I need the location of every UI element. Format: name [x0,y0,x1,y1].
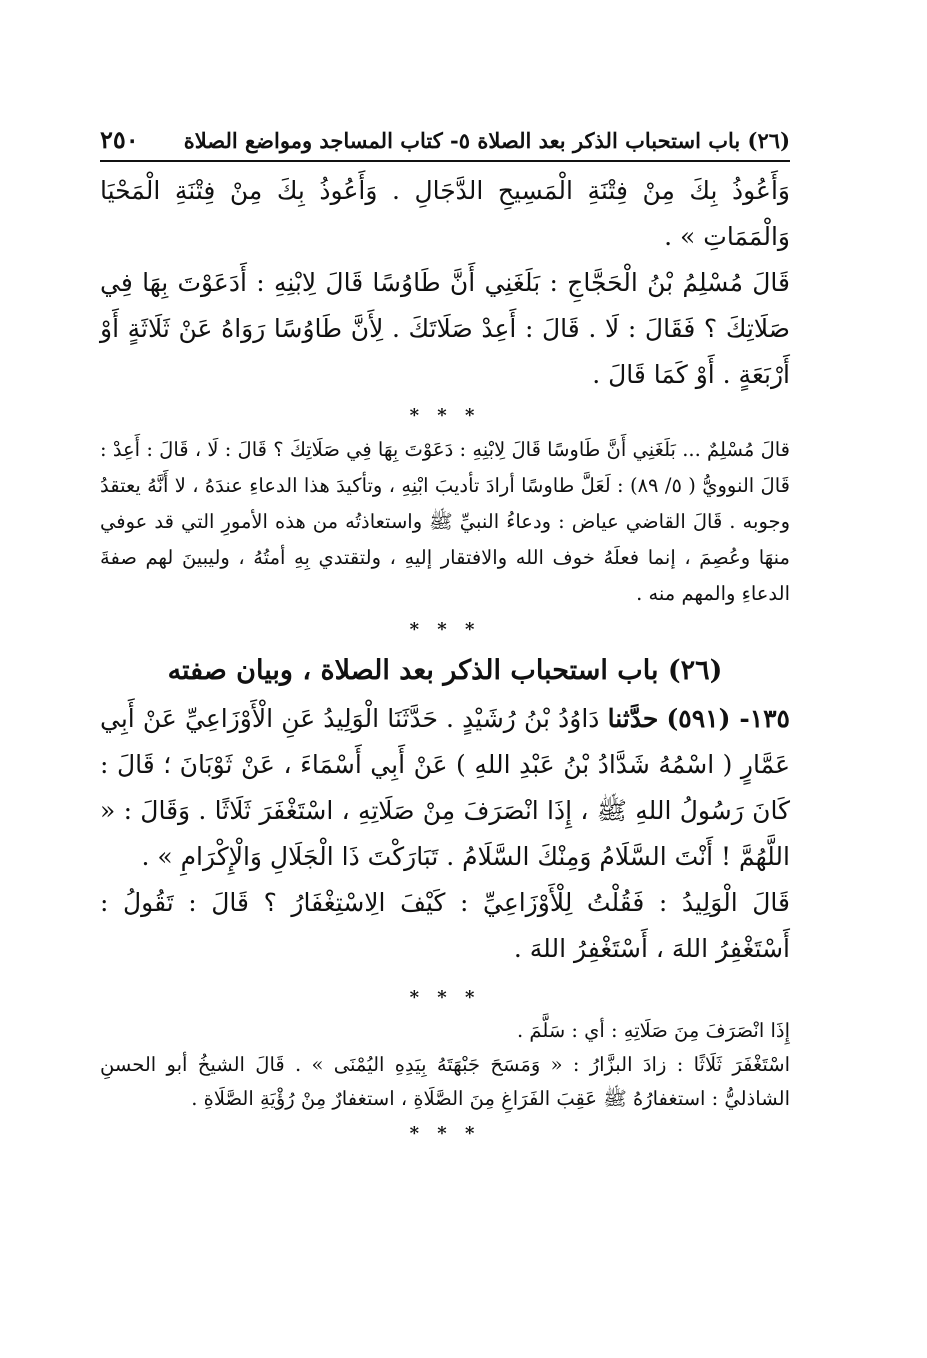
running-header-title: (٢٦) باب استحباب الذكر بعد الصلاة ٥- كتاب المساجد ومواضع الصلاة [183,128,790,153]
hadith-number: ١٣٥- (٥٩١) [666,704,790,733]
section-divider-2: * * * [409,619,481,640]
hadith-paragraph [100,696,790,880]
commentary-note-2: إِذَا انْصَرَفَ مِنَ صَلَاتِهِ : أي : سَلَّمَ . [517,1019,790,1042]
chapter-heading: (٢٦) باب استحباب الذكر بعد الصلاة ، وبيان صفته [167,655,723,686]
commentary-note-1: قالَ مُسْلِمٌ ... بَلَغَنِي أَنَّ طَاوسًا قَالَ لِابْنِهِ : دَعَوْتَ بِهَا فِي صَلَاتِكَ ؟ قَالَ : لَا ، قَالَ : أَعِدْ : قَالَ النوويُّ ( ٥/ ٨٩) : لَعَلَّ طاوسًا أرادَ تأديبَ ابْنِهِ ، وتأكيدَ هذا الدعاءِ عندَهُ ، لا أَنَّهُ يعتقدُ وجوبه . قَالَ القاضي عياض : ودعاءُ النبيِّ ﷺ واستعاذتُه من هذه الأمورِ التي قد عوفي منهَا وعُصِمَ ، إنما فعلَهُ خوف الله والافتقار إليهِ ، ولتقتدي بِهِ أمتُهُ ، وليبينَ لهم صفةَ الدعاءِ والمهم منه . [100,438,790,605]
section-divider-4: * * * [409,1123,481,1144]
text-paragraph-1: وَأَعُوذُ بِكَ مِنْ فِتْنَةِ الْمَسِيحِ الدَّجَالِ . وَأَعُوذُ بِكَ مِنْ فِتْنَةِ الْمَحْيَا وَالْمَمَاتِ » . [100,176,790,251]
hadith-haddathana: حدَّثنا [607,704,659,733]
section-divider-3: * * * [409,987,481,1008]
commentary-note-3: اسْتَغْفَرَ ثَلَاثًا : زادَ البزَّارُ : « وَمَسَحَ جَبْهَتَهُ بِيَدِهِ اليُمْنَى » . قَالَ الشيخُ أبو الحسنِ الشاذليُّ : استغفارُهُ ﷺ عَقِبَ الفَرَاغِ مِنَ الصَّلَاةِ ، استغفارٌ مِنْ رُؤْيَةِ الصَّلَاةِ . [100,1053,790,1110]
page-number: ٢٥٠ [100,125,139,154]
book-page [100,125,790,1150]
hadith-text: دَاوُدُ بْنُ رُشَيْدٍ . حَدَّثَنَا الْوَلِيدُ عَنِ الْأَوْزَاعِيِّ عَنْ أَبِي عَمَّارٍ ( اسْمُهُ شَدَّادُ بْنُ عَبْدِ اللهِ ) عَنْ أَبِي أَسْمَاءَ ، عَنْ ثَوْبَانَ ؛ قَالَ : كَانَ رَسُولُ اللهِ ﷺ ، إِذَا انْصَرَفَ مِنْ صَلَاتِهِ ، اسْتَغْفَرَ ثَلَاثًا . وَقَالَ : « اللَّهُمَّ ! أَنْتَ السَّلَامُ وَمِنْكَ السَّلَامُ . تَبَارَكْتَ ذَا الْجَلَالِ وَالْإِكْرَامِ » . [100,704,790,871]
hadith-paragraph-2: قَالَ الْوَلِيدُ : فَقُلْتُ لِلْأَوْزَاعِيِّ : كَيْفَ الِاسْتِغْفَارُ ؟ قَالَ : تَقُولُ : أَسْتَغْفِرُ اللهَ ، أَسْتَغْفِرُ اللهَ . [100,888,790,963]
running-header [100,125,790,162]
section-divider-1: * * * [409,405,481,426]
text-paragraph-2: قَالَ مُسْلِمُ بْنُ الْحَجَّاجِ : بَلَغَنِي أَنَّ طَاوُسًا قَالَ لِابْنِهِ : أَدَعَوْتَ بِهَا فِي صَلَاتِكَ ؟ فَقَالَ : لَا . قَالَ : أَعِدْ صَلَاتَكَ . لِأَنَّ طَاوُسًا رَوَاهُ عَنْ ثَلَاثَةٍ أَوْ أَرْبَعَةٍ . أَوْ كَمَا قَالَ . [100,268,790,389]
